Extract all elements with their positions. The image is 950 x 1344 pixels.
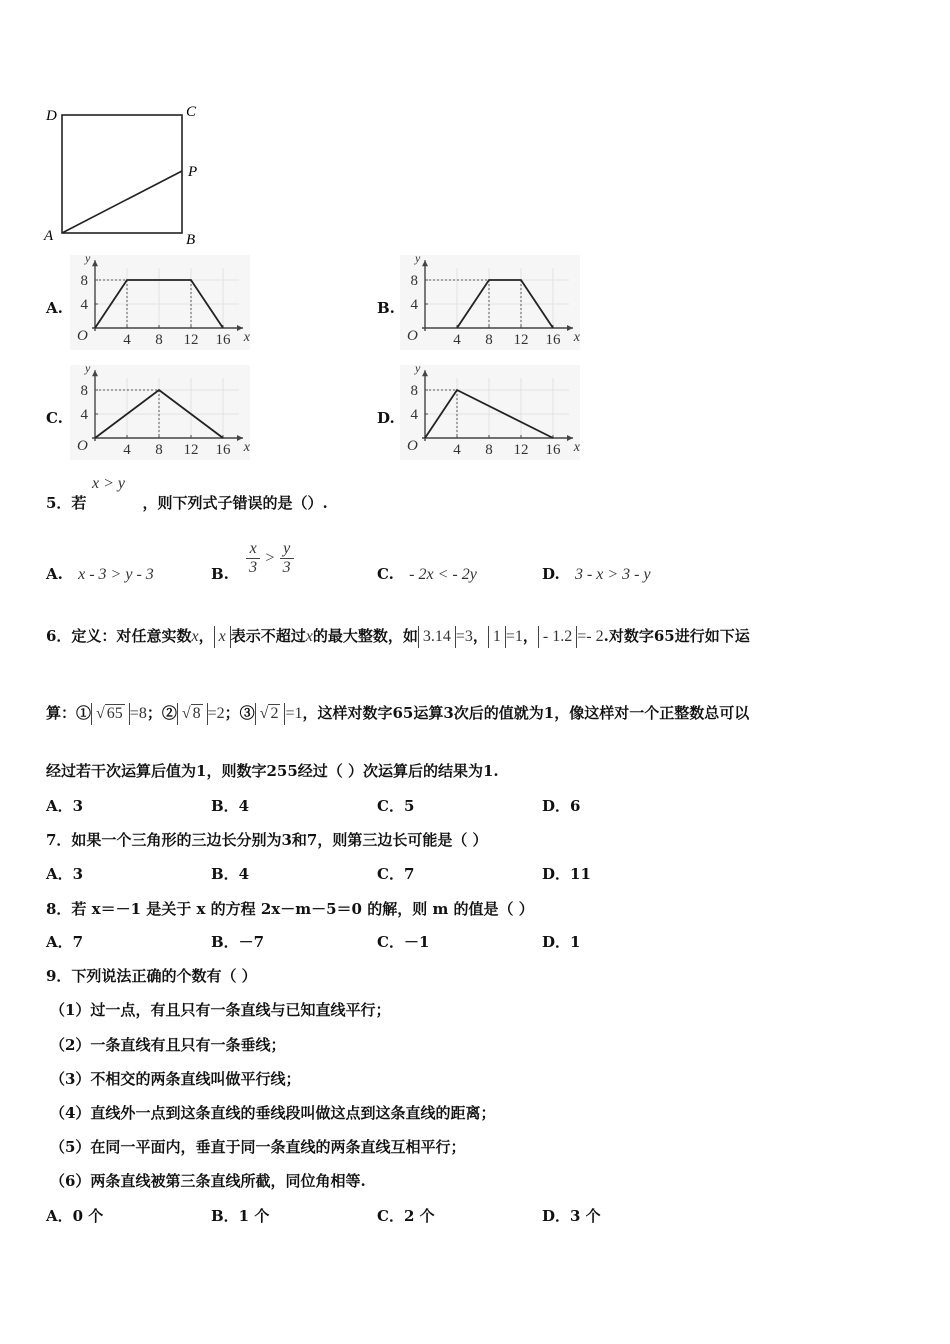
q5-option-b[interactable] — [211, 540, 294, 583]
y-axis-label: y — [85, 365, 91, 375]
origin-label: O — [77, 438, 88, 454]
q9-stem: 9．下列说法正确的个数有（ ） — [46, 967, 257, 985]
label-P: P — [188, 164, 198, 180]
y-tick-label: 4 — [410, 297, 418, 313]
q6-line-1: 6．定义：对任意实数x， x 表示不超过x的最大整数，如 3.14 =3， 1 =1， - 1.2 =- 2.对数字65进行如下运 — [46, 625, 750, 648]
q6-text-c: 的最大整数，如 — [312, 627, 418, 645]
q9-item-6: （6）两条直线被第三条直线所截，同位角相等. — [50, 1172, 366, 1190]
graph-option-c-label[interactable]: C. — [46, 409, 63, 427]
graph-c — [70, 365, 250, 460]
q9-item-4: （4）直线外一点到这条直线的垂线段叫做这点到这条直线的距离； — [50, 1104, 496, 1122]
q5-stem-rest: ，则下列式子错误的是（）. — [142, 494, 328, 512]
graph-d — [400, 365, 580, 460]
label-D: D — [46, 108, 57, 124]
q6-text-e: ，这样对数字65运算3次后的值就为1，像这样对一个正整数总可以 — [302, 704, 750, 722]
y-tick-label: 4 — [80, 407, 88, 423]
q7-stem: 7．如果一个三角形的三边长分别为3和7，则第三边长可能是（ ） — [46, 831, 488, 849]
q5-option-d-label: D. — [542, 565, 560, 583]
x-axis-label: x — [243, 330, 250, 345]
x-tick-label: 4 — [453, 442, 461, 458]
q5-option-a-label: A. — [46, 565, 63, 583]
q7-option-c[interactable]: C．7 — [377, 865, 415, 883]
q5-option-c-label: C. — [377, 565, 394, 583]
q8-option-a[interactable]: A．7 — [46, 933, 84, 951]
graph-b — [400, 255, 580, 350]
x-tick-label: 12 — [183, 332, 199, 348]
q5-stem-start — [46, 492, 328, 513]
x-tick-label: 12 — [513, 442, 529, 458]
q6-example-2: 1 — [488, 626, 506, 648]
q5-option-d-expr: 3 - x > 3 - y — [574, 566, 651, 583]
q8-option-b[interactable]: B．－7 — [211, 933, 265, 951]
q5-option-d[interactable] — [542, 565, 651, 584]
q5-b-den2: 3 — [282, 559, 291, 576]
x-tick-label: 16 — [215, 332, 231, 348]
x-tick-label: 8 — [155, 332, 163, 348]
q5-b-num1: x — [249, 540, 257, 557]
x-tick-label: 4 — [453, 332, 461, 348]
q6-sqrt-65: 65 — [106, 705, 123, 722]
origin-label: O — [407, 328, 418, 344]
y-tick-label: 4 — [80, 297, 88, 313]
y-axis-label: y — [85, 255, 91, 265]
q5-option-a[interactable] — [46, 565, 154, 584]
q5-option-c[interactable] — [377, 565, 477, 584]
q8-option-d[interactable]: D．1 — [542, 933, 581, 951]
q9-item-3: （3）不相交的两条直线叫做平行线； — [50, 1070, 301, 1088]
x-axis-label: x — [243, 440, 250, 455]
y-tick-label: 8 — [80, 383, 88, 399]
graph-a — [70, 255, 250, 350]
x-tick-label: 8 — [485, 442, 493, 458]
graph-option-d-label[interactable]: D. — [377, 409, 395, 427]
label-B: B — [186, 232, 196, 248]
q6-option-a[interactable]: A．3 — [46, 797, 84, 815]
square-figure — [40, 100, 210, 250]
x-tick-label: 12 — [513, 332, 529, 348]
q6-example-3: - 1.2 — [538, 626, 577, 648]
q6-bracket-x: x — [214, 626, 231, 648]
q5-b-op: > — [265, 549, 275, 567]
graph-option-b-label[interactable]: B. — [377, 299, 395, 317]
x-tick-label: 16 — [545, 442, 561, 458]
origin-label: O — [407, 438, 418, 454]
x-tick-label: 4 — [123, 332, 131, 348]
y-tick-label: 8 — [80, 273, 88, 289]
q6-example-1: 3.14 — [418, 626, 456, 648]
q7-option-b[interactable]: B．4 — [211, 865, 250, 883]
q6-option-d[interactable]: D．6 — [542, 797, 581, 815]
q6-sqrt-8: 8 — [192, 705, 201, 722]
q9-option-b[interactable]: B．1 个 — [211, 1207, 270, 1225]
y-tick-label: 8 — [410, 273, 418, 289]
q6-line-2: 算：① √ 65 =8；② √ 8 =2；③ √ 2 =1，这样对数字65运算3次后的值就为1，像这样对一个正整数总可以 — [46, 702, 749, 725]
q6-sqrt-2: 2 — [270, 705, 279, 722]
q9-option-a[interactable]: A．0 个 — [46, 1207, 104, 1225]
q6-text-b: 表示不超过 — [230, 627, 306, 645]
q5-option-c-expr: - 2x < - 2y — [409, 566, 477, 583]
q6-text-a: 6．定义：对任意实数 — [46, 627, 192, 645]
x-tick-label: 4 — [123, 442, 131, 458]
q5-option-a-expr: x - 3 > y - 3 — [78, 566, 154, 583]
y-axis-label: y — [415, 255, 421, 265]
q9-option-d[interactable]: D．3 个 — [542, 1207, 601, 1225]
y-tick-label: 4 — [410, 407, 418, 423]
x-axis-label: x — [573, 440, 580, 455]
q6-text-d: .对数字65进行如下运 — [603, 627, 750, 645]
q5-number: 5．若 — [46, 494, 87, 512]
graph-option-a-label[interactable]: A. — [46, 299, 63, 317]
q6-option-c[interactable]: C．5 — [377, 797, 415, 815]
x-tick-label: 8 — [485, 332, 493, 348]
q9-item-2: （2）一条直线有且只有一条垂线； — [50, 1036, 286, 1054]
q5-b-num2: y — [283, 540, 291, 557]
origin-label: O — [77, 328, 88, 344]
q6-var-x: x — [191, 628, 199, 645]
q5-condition: x > y — [92, 475, 125, 492]
x-tick-label: 16 — [545, 332, 561, 348]
q6-option-b[interactable]: B．4 — [211, 797, 250, 815]
x-tick-label: 12 — [183, 442, 199, 458]
y-tick-label: 8 — [410, 383, 418, 399]
q6-line-3: 经过若干次运算后值为1，则数字255经过（ ）次运算后的结果为1. — [46, 762, 499, 780]
label-C: C — [186, 104, 197, 120]
label-A: A — [44, 228, 54, 244]
x-tick-label: 16 — [215, 442, 231, 458]
x-tick-label: 8 — [155, 442, 163, 458]
q9-item-1: （1）过一点，有且只有一条直线与已知直线平行； — [50, 1001, 391, 1019]
y-axis-label: y — [415, 365, 421, 375]
q5-option-b-label: B. — [211, 565, 229, 583]
q8-stem: 8．若 x＝－1 是关于 x 的方程 2x－m－5＝0 的解，则 m 的值是（ ） — [46, 900, 534, 918]
x-axis-label: x — [573, 330, 580, 345]
q9-option-c[interactable]: C．2 个 — [377, 1207, 435, 1225]
q7-option-d[interactable]: D．11 — [542, 865, 591, 883]
q7-option-a[interactable]: A．3 — [46, 865, 84, 883]
q5-b-den1: 3 — [249, 559, 258, 576]
q9-item-5: （5）在同一平面内，垂直于同一条直线的两条直线互相平行； — [50, 1138, 466, 1156]
q8-option-c[interactable]: C．－1 — [377, 933, 430, 951]
